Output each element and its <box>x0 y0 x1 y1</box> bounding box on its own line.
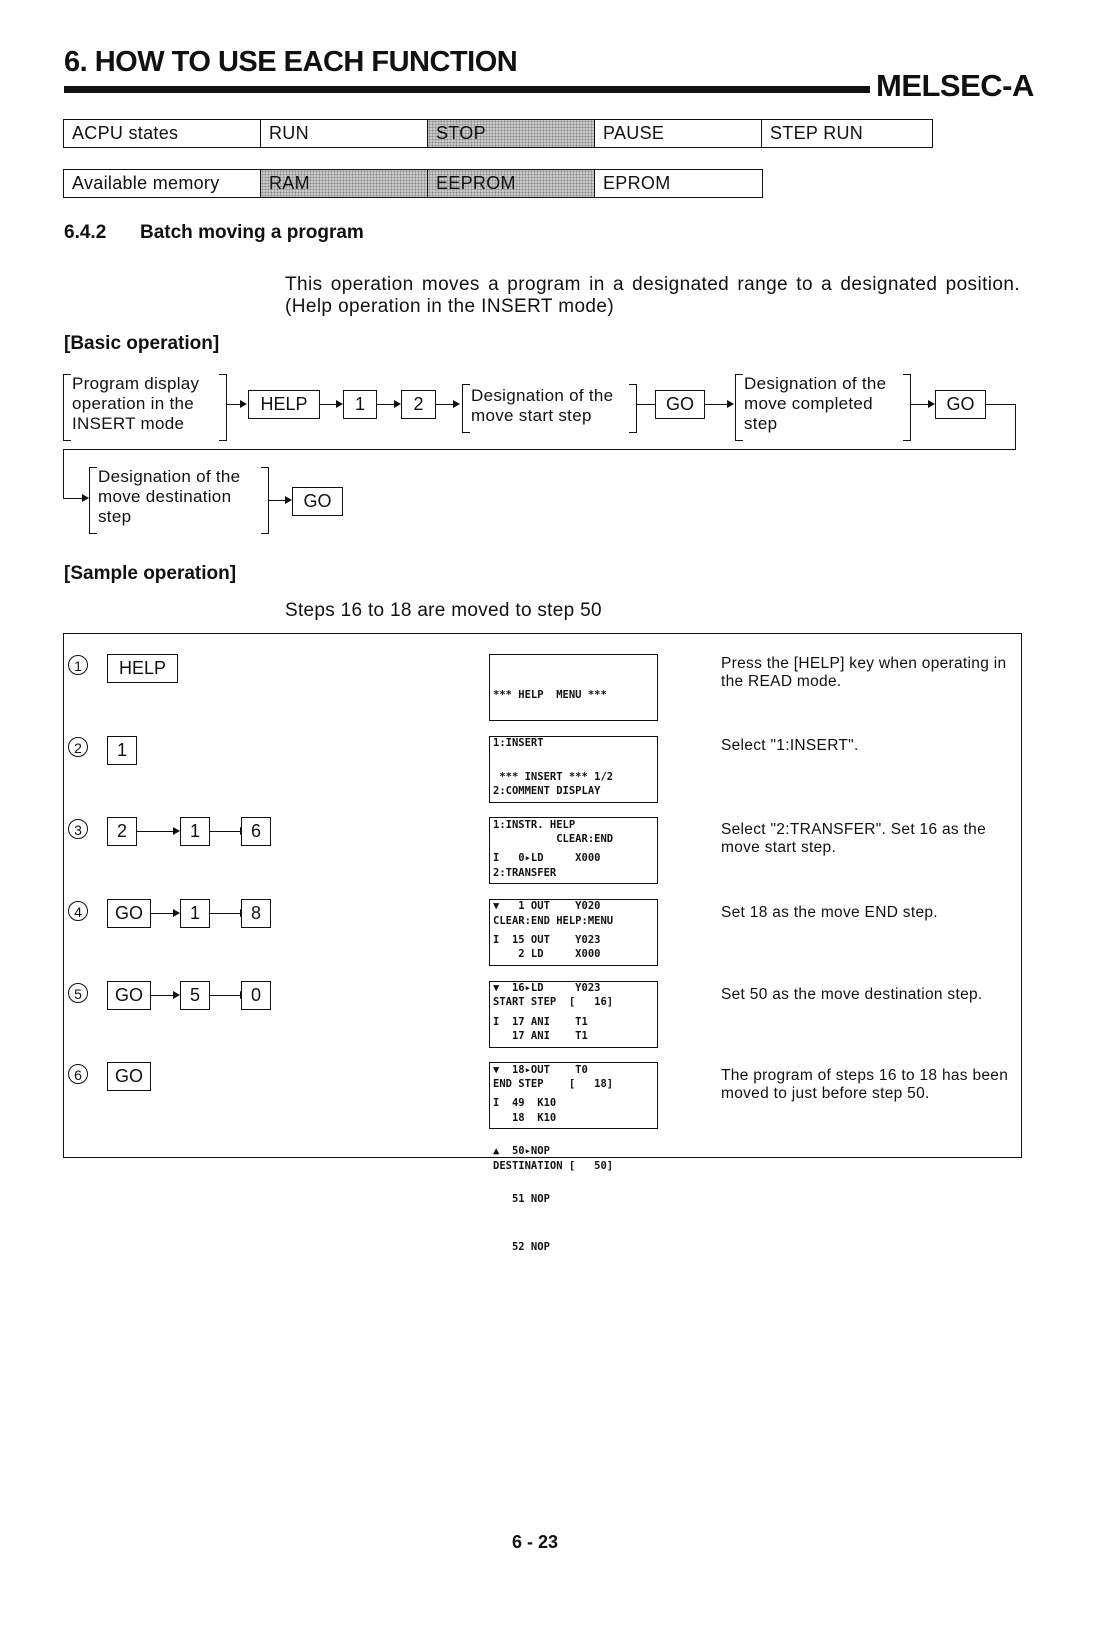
bracket-line: Designation of the <box>98 467 241 486</box>
key-6: 6 <box>241 817 271 846</box>
lcd-line: ▼ 16▸LD Y023 <box>493 982 601 994</box>
memory-eeprom: EEPROM <box>427 170 594 197</box>
bracket-line: Designation of the <box>471 386 614 405</box>
key-5: 5 <box>180 981 210 1010</box>
bracket-tick <box>219 374 227 375</box>
flow-arrow <box>394 400 401 408</box>
flow-connector <box>320 404 336 405</box>
step-description: Set 50 as the move destination step. <box>721 986 983 1003</box>
flow-connector <box>637 404 655 405</box>
flow-arrow <box>928 400 935 408</box>
bracket-line: Designation of the <box>744 374 887 393</box>
flow-arrow <box>727 400 734 408</box>
flow-arrow <box>336 400 343 408</box>
step-number: 3 <box>68 819 88 839</box>
step-description: Set 18 as the move END step. <box>721 904 938 921</box>
step-move-destination <box>89 467 269 533</box>
bracket-line: step <box>98 507 132 526</box>
step-description: Select "2:TRANSFER". Set 16 as the move start step. <box>721 821 987 856</box>
lcd-line: 17 ANI T1 <box>493 1030 588 1042</box>
lcd-line: 2 LD X000 <box>493 948 601 960</box>
flow-arrow <box>173 909 180 917</box>
state-step-run: STEP RUN <box>761 120 931 147</box>
sample-operation-intro: Steps 16 to 18 are moved to step 50 <box>285 600 602 621</box>
bracket-line: operation in the <box>72 394 194 413</box>
lcd-line: *** HELP MENU *** <box>493 689 607 701</box>
memory-eprom: EPROM <box>594 170 761 197</box>
key-1: 1 <box>180 899 210 928</box>
bracket-tick <box>735 374 743 375</box>
flow-connector <box>151 913 173 914</box>
key-1: 1 <box>180 817 210 846</box>
flow-connector <box>911 404 928 405</box>
acpu-states-table <box>63 119 933 148</box>
key-1: 1 <box>107 736 137 765</box>
lcd-line: I 17 ANI T1 <box>493 1016 588 1028</box>
lcd-line: ▼ 18▸OUT T0 <box>493 1064 588 1076</box>
lcd-line: 51 NOP <box>493 1193 550 1205</box>
bracket-line: move destination <box>98 487 232 506</box>
step-number: 5 <box>68 983 88 1003</box>
lcd-line: 1:INSTR. HELP <box>493 819 576 831</box>
page-number: 6 - 23 <box>512 1532 559 1552</box>
step-move-start <box>462 384 637 432</box>
lcd-line: START STEP [ 16] <box>493 996 614 1008</box>
lcd-line: 2:COMMENT DISPLAY <box>493 785 601 797</box>
bracket-tick <box>903 374 911 375</box>
bracket-tick <box>261 467 269 468</box>
key-help: HELP <box>107 654 178 683</box>
bracket-tick <box>462 432 470 433</box>
lcd-line: CLEAR:END HELP:MENU <box>493 915 614 927</box>
bracket-tick <box>903 440 911 441</box>
state-stop: STOP <box>427 120 594 147</box>
flow-connector <box>227 404 240 405</box>
bracket-line: Program display <box>72 374 200 393</box>
step-move-completed <box>735 374 911 440</box>
bracket-tick <box>261 533 269 534</box>
key-1: 1 <box>343 390 377 419</box>
lcd-line: *** INSERT *** 1/2 <box>493 771 614 783</box>
state-run: RUN <box>260 120 427 147</box>
flow-connector <box>210 831 240 832</box>
bracket-line: move start step <box>471 406 592 425</box>
section-title: 6. HOW TO USE EACH FUNCTION <box>64 46 518 78</box>
key-go: GO <box>107 899 151 928</box>
memory-table <box>63 169 763 198</box>
lcd-line: I 49 K10 <box>493 1097 557 1109</box>
acpu-states-label: ACPU states <box>72 123 179 143</box>
flow-connector <box>269 500 285 501</box>
lcd-line: ▼ 1 OUT Y020 <box>493 900 601 912</box>
step-number: 6 <box>68 1064 88 1084</box>
bracket-tick <box>735 440 743 441</box>
flow-connector <box>63 449 1016 450</box>
key-go: GO <box>655 390 705 419</box>
flow-connector <box>1015 404 1016 450</box>
key-go: GO <box>935 390 986 419</box>
lcd-line: I 0▸LD X000 <box>493 852 601 864</box>
flow-arrow <box>173 991 180 999</box>
step-number: 2 <box>68 737 88 757</box>
flow-connector <box>210 913 240 914</box>
step-number: 1 <box>68 655 88 675</box>
bracket-tick <box>89 533 97 534</box>
flow-arrow <box>82 494 89 502</box>
lcd-line: 18 K10 <box>493 1112 557 1124</box>
intro-paragraph: This operation moves a program in a designated range to a designated position. (Help operation in the INSERT mode) <box>285 274 1020 317</box>
flow-connector <box>151 995 173 996</box>
flow-connector <box>705 404 727 405</box>
bracket-tick <box>63 440 71 441</box>
key-go: GO <box>292 487 343 516</box>
key-0: 0 <box>241 981 271 1010</box>
lcd-line: 52 NOP <box>493 1241 550 1253</box>
bracket-line: move completed <box>744 394 873 413</box>
lcd-line: I 15 OUT Y023 <box>493 934 601 946</box>
key-2: 2 <box>401 390 436 419</box>
basic-operation-heading: [Basic operation] <box>64 333 220 354</box>
step-program-display <box>63 374 227 440</box>
lcd-line: 2:TRANSFER <box>493 867 557 879</box>
key-go: GO <box>107 1062 151 1091</box>
memory-label: Available memory <box>72 173 220 193</box>
header-rule <box>64 86 870 93</box>
step-number: 4 <box>68 901 88 921</box>
key-2: 2 <box>107 817 137 846</box>
flow-arrow <box>453 400 460 408</box>
flow-connector <box>63 449 64 499</box>
state-pause: PAUSE <box>594 120 761 147</box>
bracket-tick <box>219 440 227 441</box>
memory-ram: RAM <box>260 170 427 197</box>
flow-connector <box>63 498 82 499</box>
flow-connector <box>986 404 1016 405</box>
lcd-line: 1:INSERT <box>493 737 544 749</box>
flow-arrow <box>285 496 292 504</box>
flow-arrow <box>240 400 247 408</box>
key-8: 8 <box>241 899 271 928</box>
lcd-line: ▲ 50▸NOP <box>493 1145 550 1157</box>
key-go: GO <box>107 981 151 1010</box>
flow-connector <box>377 404 394 405</box>
lcd-line: CLEAR:END <box>493 833 614 845</box>
flow-connector <box>137 831 173 832</box>
bracket-tick <box>63 374 71 375</box>
brand-logo: MELSEC-A <box>876 68 1034 103</box>
step-description: Select "1:INSERT". <box>721 737 859 754</box>
bracket-line: step <box>744 414 778 433</box>
bracket-tick <box>462 384 470 385</box>
step-description: Press the [HELP] key when operating in the READ mode. <box>721 655 1007 690</box>
lcd-line: DESTINATION [ 50] <box>493 1160 614 1172</box>
sample-operation-heading: [Sample operation] <box>64 563 237 584</box>
step-description: The program of steps 16 to 18 has been moved to just before step 50. <box>721 1067 1009 1102</box>
key-help: HELP <box>248 390 320 419</box>
bracket-tick <box>629 432 637 433</box>
flow-arrow <box>173 827 180 835</box>
bracket-tick <box>89 467 97 468</box>
lcd-line: END STEP [ 18] <box>493 1078 614 1090</box>
subsection-number: 6.4.2 <box>64 222 107 243</box>
flow-connector <box>210 995 240 996</box>
subsection-name: Batch moving a program <box>140 222 364 243</box>
flow-connector <box>436 404 453 405</box>
subsection-title <box>64 222 364 244</box>
bracket-tick <box>629 384 637 385</box>
bracket-line: INSERT mode <box>72 414 185 433</box>
